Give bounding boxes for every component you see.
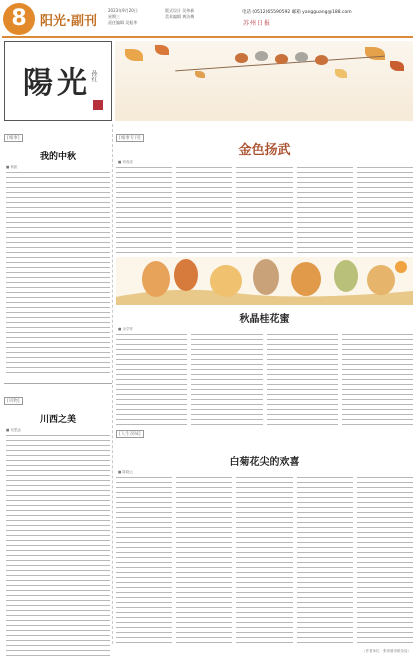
section-tag: [城事专刊]: [116, 134, 144, 142]
main-content: [116, 124, 413, 653]
header-contact: 电话 (0512)65590592 邮箱 yangguang@188.com: [242, 10, 352, 15]
masthead-title: 陽光: [23, 66, 91, 101]
text-column: [191, 334, 262, 426]
feature-title: 金色扬武: [238, 143, 291, 158]
article-body-text: [6, 172, 110, 377]
header-rule: [2, 36, 413, 38]
text-column: [116, 167, 172, 267]
text-column: [357, 477, 413, 647]
section-name: 阳光·副刊: [40, 14, 97, 29]
story3-tag: [人生况味]: [116, 430, 144, 438]
paper-name: 苏州日报: [243, 20, 272, 27]
leaf-icon: [195, 71, 205, 78]
text-column: [176, 167, 232, 267]
bird-icon: [295, 52, 308, 62]
article-body-text: [6, 435, 110, 660]
page-number: 8: [3, 3, 35, 35]
masthead-box: [4, 41, 112, 121]
left-column: [4, 124, 113, 644]
article-title: 我的中秋: [39, 152, 76, 162]
bird-icon: [235, 53, 248, 63]
meta-editor: 责任编辑 吴振华: [108, 20, 138, 25]
bird-icon: [315, 55, 328, 65]
header-meta-2: [165, 8, 194, 20]
text-column: [267, 334, 338, 426]
text-column: [236, 477, 292, 647]
leaf-icon: [155, 45, 169, 55]
text-column: [357, 167, 413, 267]
masthead-author: 孙红: [90, 70, 97, 82]
bird-icon: [255, 51, 268, 61]
story3-author: ■ 陈晓云: [118, 470, 133, 474]
story2-title: 秋晶桂花蜜: [239, 314, 290, 325]
meta-weekday: 星期三: [108, 14, 120, 19]
feature-body-columns: [116, 167, 413, 267]
story3-title: 白菊花尖的欢喜: [229, 457, 300, 468]
text-column: [236, 167, 292, 267]
seal-stamp: [93, 100, 103, 110]
text-column: [116, 334, 187, 426]
story3-body-columns: [116, 477, 413, 647]
feature-author: ■ 刘成成: [118, 160, 133, 164]
leaf-icon: [125, 49, 143, 61]
trees-illustration: [116, 257, 413, 305]
text-column: [297, 477, 353, 647]
meta-art: 美术编辑 黄洁梅: [165, 14, 195, 19]
story3-caption: （作者单位：张家港市税务局）: [362, 649, 411, 653]
text-column: [176, 477, 232, 647]
meta-layout: 版式设计 吴伟新: [165, 8, 195, 13]
leaf-icon: [335, 69, 347, 78]
article-tag: [风物]: [4, 397, 23, 405]
article-author: ■ 杨凯: [6, 165, 18, 169]
divider: [4, 383, 112, 384]
article-tag: [城事]: [4, 134, 23, 142]
story2-author: ■ 余学梓: [118, 327, 133, 331]
page-header: [0, 0, 415, 38]
leaf-icon: [390, 61, 404, 71]
bird-icon: [275, 54, 288, 64]
autumn-banner-illustration: [115, 41, 413, 121]
text-column: [116, 477, 172, 647]
text-column: [342, 334, 413, 426]
article-author: ■ 吴思远: [6, 428, 21, 432]
text-column: [297, 167, 353, 267]
header-meta: [108, 8, 138, 26]
meta-date: 2023年9月20日: [108, 8, 138, 13]
article-title: 川西之美: [39, 415, 76, 425]
story2-body-columns: [116, 334, 413, 426]
leaf-icon: [365, 47, 385, 60]
